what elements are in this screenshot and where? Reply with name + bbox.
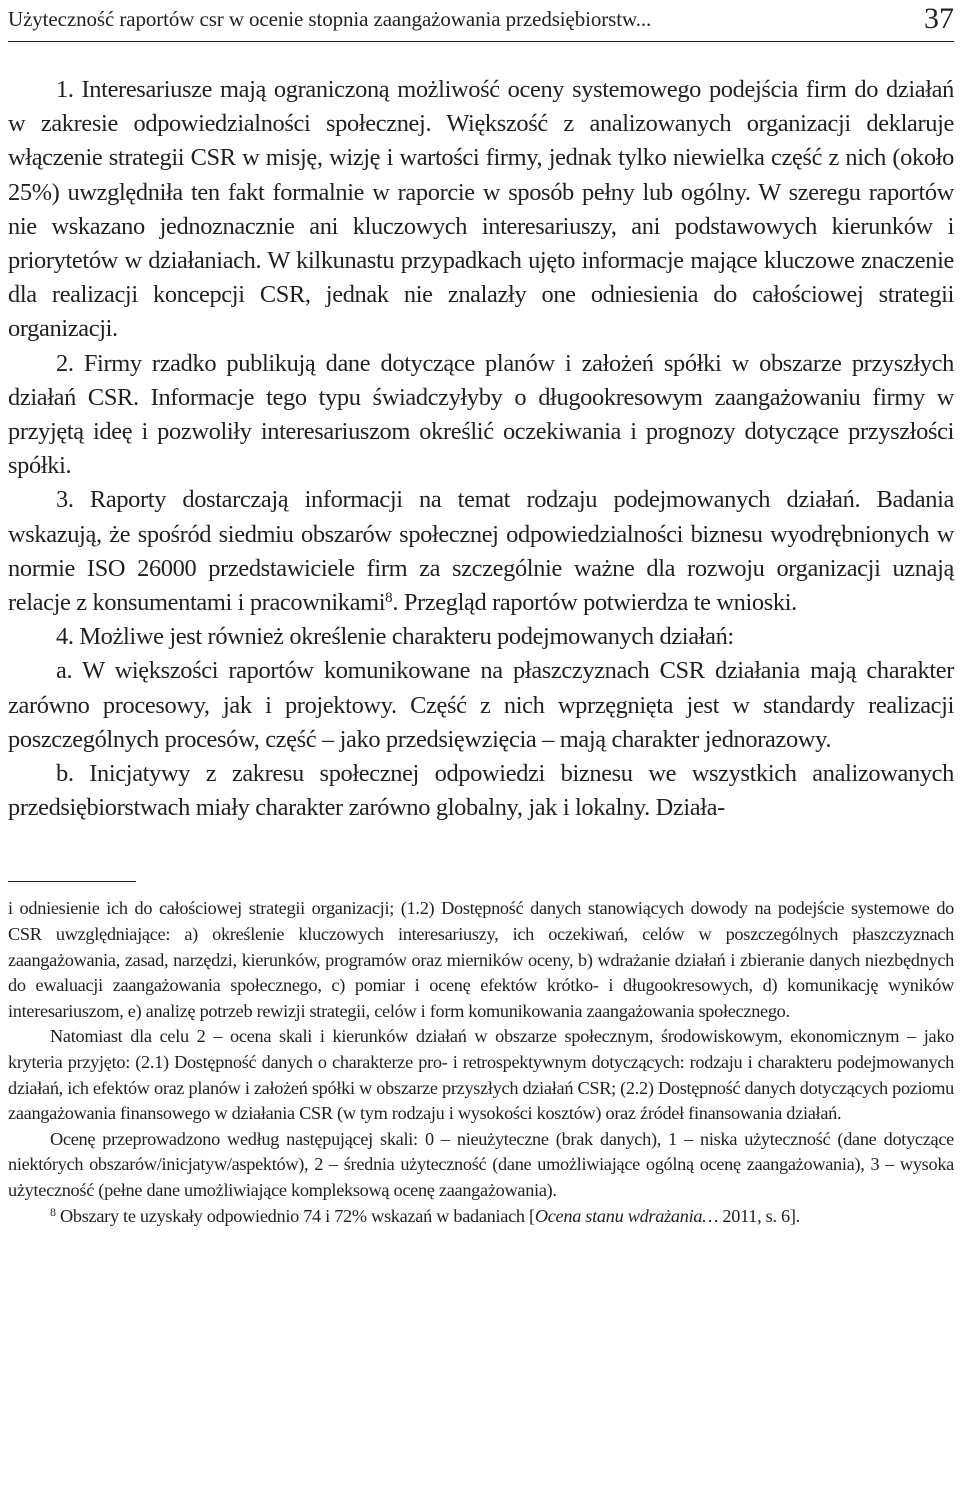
- paragraph-3-end: . Przegląd raportów potwierdza te wnioski.: [392, 589, 797, 617]
- footnote-8-end: 2011, s. 6].: [718, 1205, 800, 1226]
- footnotes: [8, 896, 954, 1229]
- footnote-8-cited-title: Ocena stanu wdrażania…: [534, 1205, 719, 1226]
- footnote-8: [8, 1204, 954, 1230]
- footnote-8-mark: 8: [50, 1204, 56, 1219]
- footnote-continuation: i odniesienie ich do całościowej strategii organizacji; (1.2) Dostępność danych stanowiących dowody na podejście systemowe do CSR uwzględniające: a) określenie kluczowych interesariuszy, ich oczekiwań, celów w poszczególnych płaszczyznach zaangażowania, zasad, narzędzi, kierunków, programów oraz mierników oceny, b) wdrażanie działań i zbieranie danych niezbędnych do ewaluacji zaangażowania społecznego, c) pomiar i ocenę efektów krótko- i długookresowych, d) komunikację wyników interesariuszom, e) analizę potrzeb rewizji strategii, celów i form komunikowania zaangażowania społecznego.: [8, 898, 954, 1021]
- page-number: 37: [924, 2, 954, 35]
- footnote-ref-8[interactable]: 8: [385, 590, 393, 607]
- footnote-paragraph-2: Natomiast dla celu 2 – ocena skali i kierunków działań w obszarze społecznym, środowiskowym, ekonomicznym – jako kryteria przyjęto: (2.1) Dostępność danych o charakterze pro- i retrospektywnym dotyczących: rodzaju i charakteru podejmowanych działań, ich efektów oraz planów i założeń spółki w obszarze przyszłych działań CSR; (2.2) Dostępność danych dotyczących poziomu zaangażowania finansowego w działania CSR (w tym rodzaju i wysokości kosztów) oraz źródeł finansowania działań.: [8, 1026, 954, 1124]
- paragraph-4: 4. Możliwe jest również określenie charakteru podejmowanych działań:: [56, 623, 734, 651]
- running-header: [8, 4, 954, 42]
- footnote-8-text: Obszary te uzyskały odpowiednio 74 i 72% wskazań w badaniach [: [55, 1205, 535, 1226]
- running-header-title: Użyteczność raportów csr w ocenie stopnia zaangażowania przedsiębiorstw...: [8, 7, 652, 31]
- document-page: [8, 0, 954, 1229]
- paragraph-1: 1. Interesariusze mają ograniczoną możliwość oceny systemowego podejścia firm do działań w zakresie odpowiedzialności społecznej. Większość z analizowanych organizacji deklaruje włączenie strategii CSR w misję, wizję i wartości firmy, jednak tylko niewielka część z nich (około 25%) uwzględniła ten fakt formalnie w raporcie w sposób pełny lub ogólny. W szeregu raportów nie wskazano jednoznacznie ani kluczowych interesariuszy, ani podstawowych kierunków i priorytetów w działaniach. W kilkunastu przypadkach ujęto informacje mające kluczowe znaczenie dla realizacji koncepcji CSR, jednak nie znalazły one odniesienia do całościowej strategii organizacji.: [8, 76, 954, 343]
- paragraph-3-text: 3. Raporty dostarczają informacji na temat rodzaju podejmowanych działań. Badania wskazują, że spośród siedmiu obszarów społecznej odpowiedzialności biznesu wyodrębnionych w normie ISO 26000 przedstawiciele firm za szczególnie ważne dla rozwoju organizacji uznają relacje z konsumentami i pracownikami: [8, 486, 954, 617]
- paragraph-3: [8, 483, 954, 620]
- footnote-paragraph-3: Ocenę przeprowadzono według następującej skali: 0 – nieużyteczne (brak danych), 1 – niska użyteczność (dane dotyczące niektórych obszarów/inicjatyw/aspektów), 2 – średnia użyteczność (dane umożliwiające ogólną ocenę zaangażowania), 3 – wysoka użyteczność (pełne dane umożliwiające kompleksową ocenę zaangażowania).: [8, 1128, 954, 1200]
- paragraph-2: 2. Firmy rzadko publikują dane dotyczące planów i założeń spółki w obszarze przyszłych działań CSR. Informacje tego typu świadczyłyby o długookresowym zaangażowaniu firmy w przyjętą ideę i pozwoliły interesariuszom określić oczekiwania i prognozy dotyczące przyszłości spółki.: [8, 349, 954, 480]
- paragraph-a: a. W większości raportów komunikowane na płaszczyznach CSR działania mają charakter zarówno procesowy, jak i projektowy. Część z nich wprzęgnięta jest w standardy realizacji poszczególnych procesów, część – jako przedsięwzięcia – mają charakter jednorazowy.: [8, 657, 954, 753]
- footnote-separator: [8, 881, 136, 882]
- main-text: [8, 73, 954, 825]
- paragraph-b: b. Inicjatywy z zakresu społecznej odpowiedzi biznesu we wszystkich analizowanych przedsiębiorstwach miały charakter zarówno globalny, jak i lokalny. Działa-: [8, 760, 954, 822]
